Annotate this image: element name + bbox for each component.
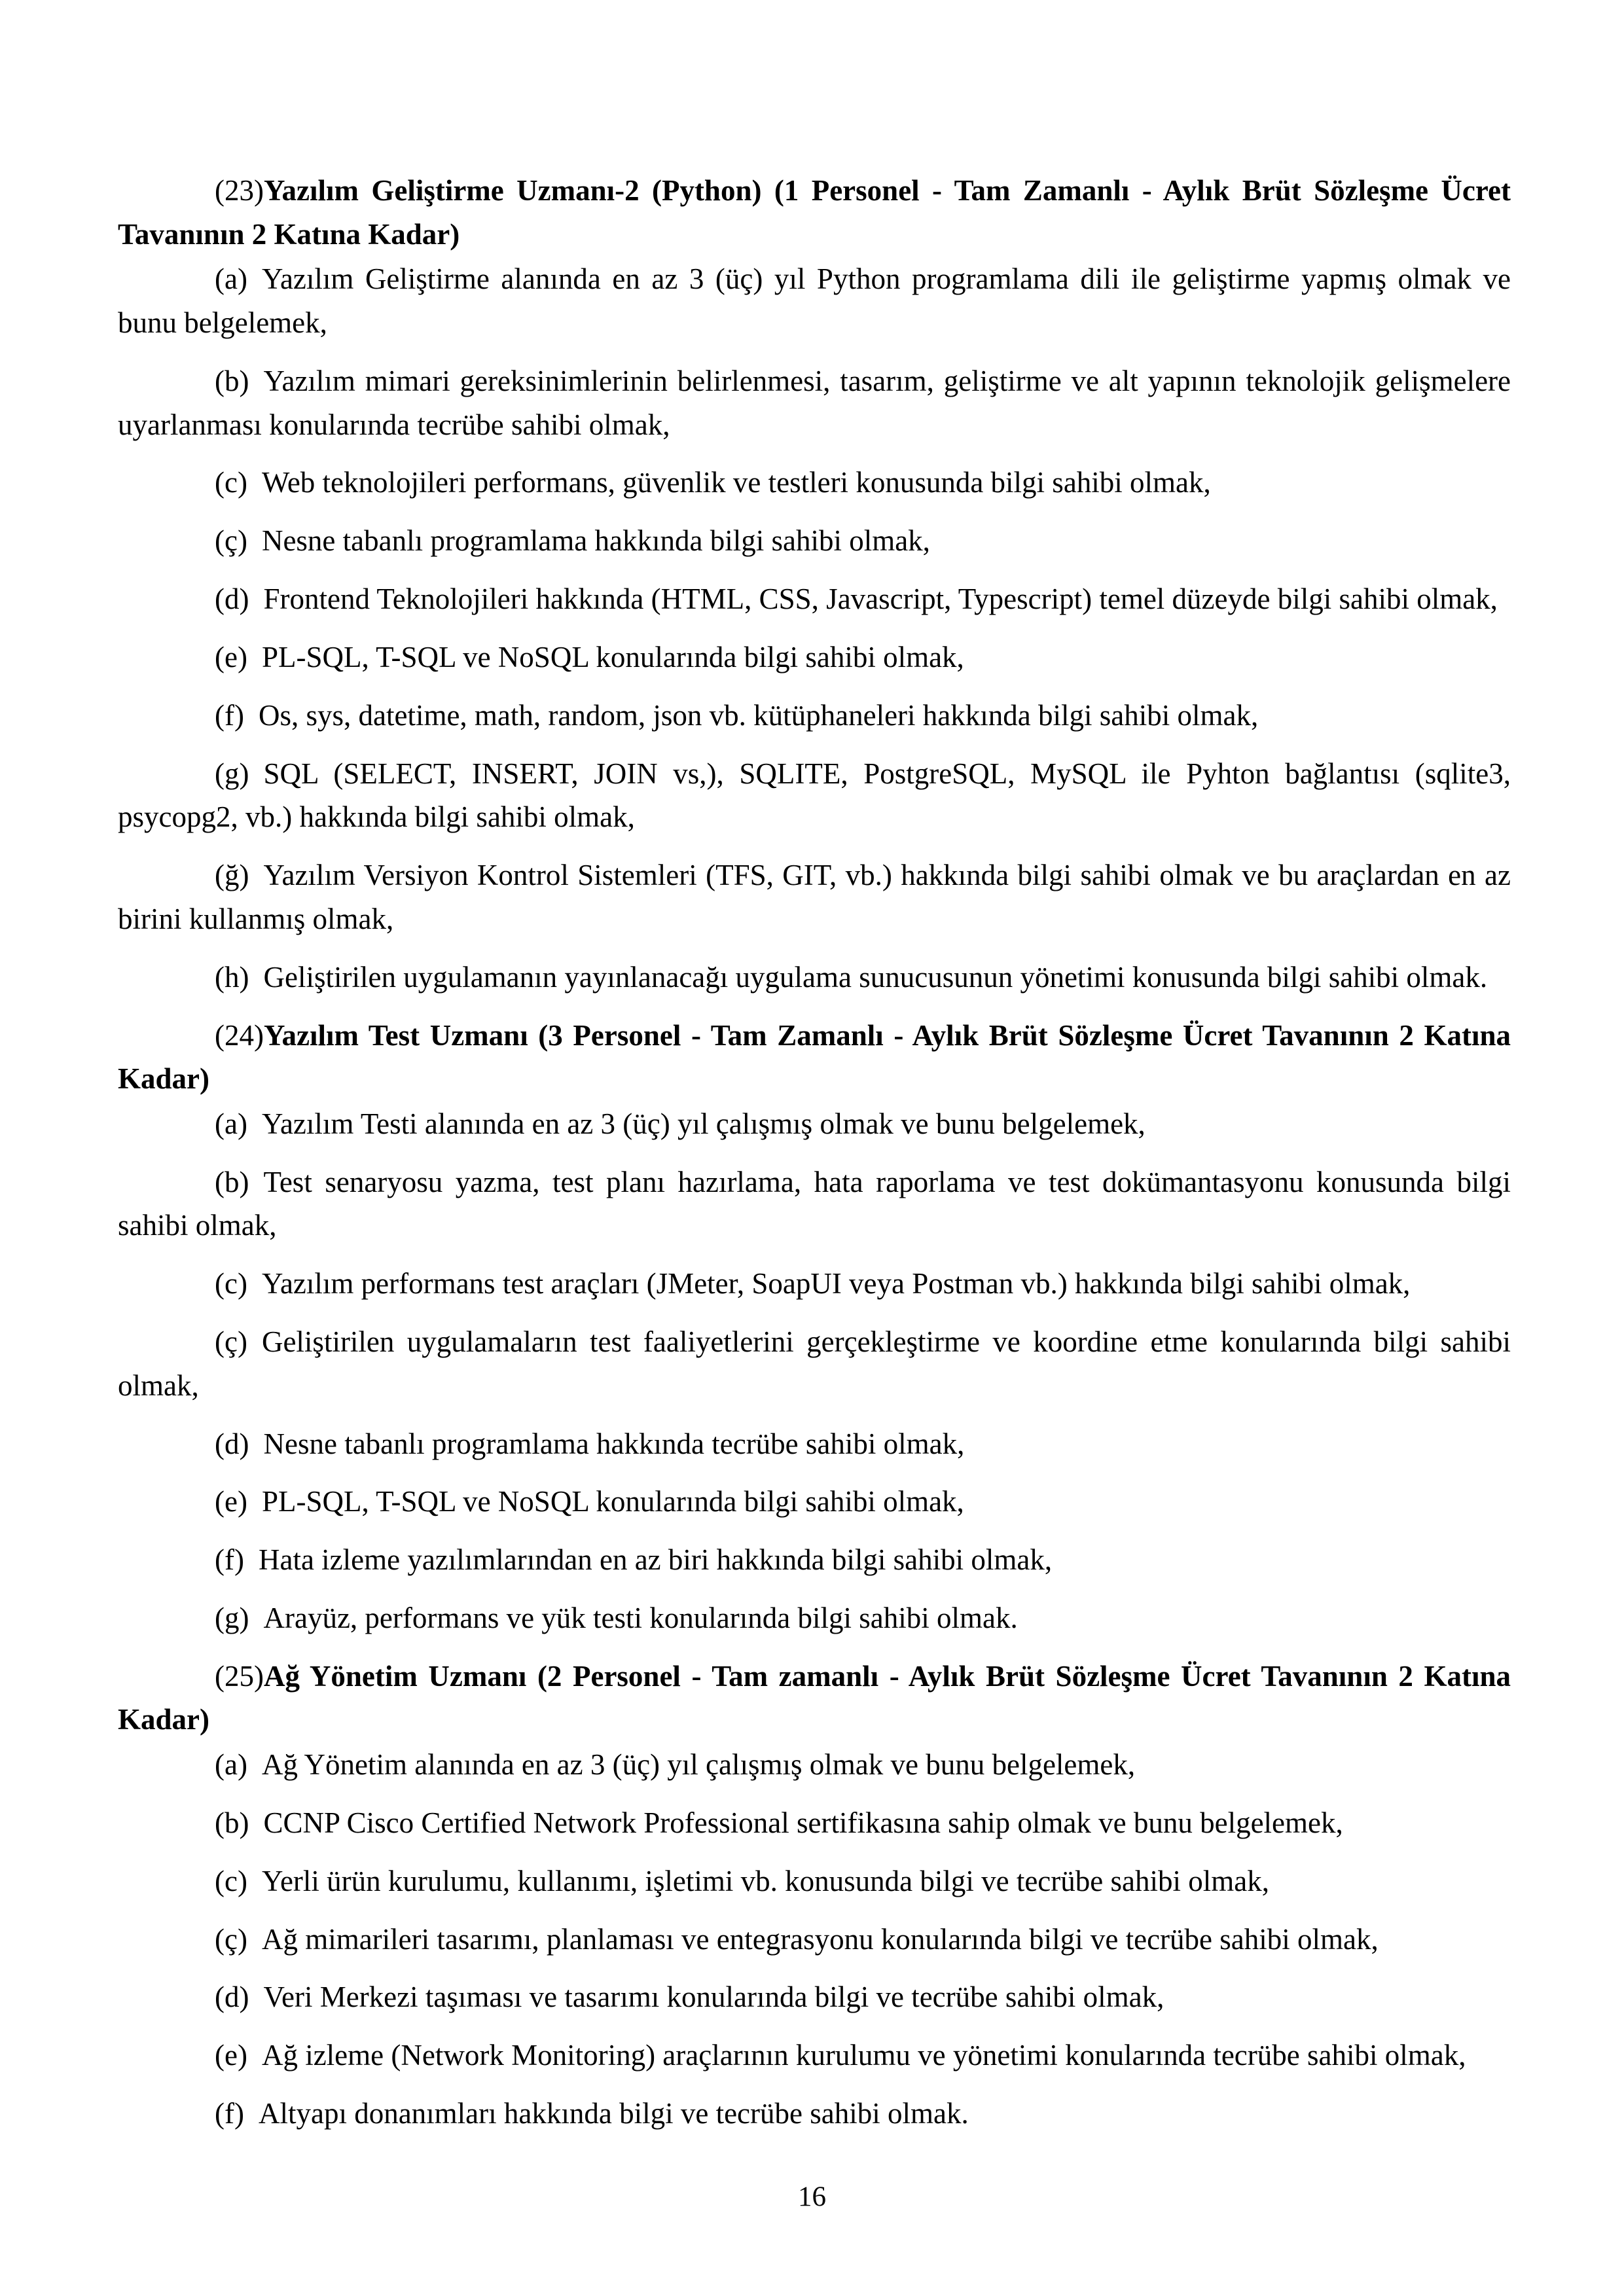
item-marker: (d) (215, 1427, 249, 1460)
item-text: Frontend Teknolojileri hakkında (HTML, CSS, Javascript, Typescript) temel düzeyde bilgi sahibi olmak, (263, 583, 1498, 616)
item-marker: (b) (215, 1806, 249, 1839)
item-marker: (d) (215, 583, 249, 616)
list-item (118, 1262, 1511, 1306)
item-marker: (f) (215, 1543, 244, 1577)
list-item (118, 1596, 1511, 1640)
list-item (118, 956, 1511, 999)
item-marker: (f) (215, 2096, 244, 2130)
item-text: Veri Merkezi taşıması ve tasarımı konularında bilgi ve tecrübe sahibi olmak, (263, 1981, 1164, 2014)
item-marker: (g) (215, 757, 249, 790)
item-marker: (ç) (215, 1325, 247, 1358)
item-marker: (g) (215, 1602, 249, 1635)
item-marker: (b) (215, 364, 249, 397)
list-item (118, 2034, 1511, 2077)
item-text: Yerli ürün kurulumu, kullanımı, işletimi vb. konusunda bilgi ve tecrübe sahibi olmak, (261, 1864, 1269, 1897)
page-number: 16 (798, 2181, 826, 2212)
item-text: Hata izleme yazılımlarından en az biri hakkında bilgi sahibi olmak, (258, 1543, 1053, 1577)
list-item (118, 577, 1511, 621)
item-marker: (a) (215, 1107, 247, 1140)
item-marker: (c) (215, 1267, 247, 1300)
section-title: Ağ Yönetim Uzmanı (2 Personel - Tam zamanlı - Aylık Brüt Sözleşme Ücret Tavanının 2 Katına Kadar) (118, 1659, 1511, 1736)
list-item (118, 1801, 1511, 1845)
item-text: Yazılım mimari gereksinimlerinin belirlenmesi, tasarım, geliştirme ve alt yapının teknolojik gelişmelere uyarlanması konularında tecrübe sahibi olmak, (118, 364, 1511, 441)
item-text: Yazılım performans test araçları (JMeter, SoapUI veya Postman vb.) hakkında bilgi sahibi olmak, (261, 1267, 1411, 1300)
item-marker: (e) (215, 2039, 247, 2072)
list-item (118, 1918, 1511, 1962)
list-item (118, 1743, 1511, 1787)
list-item (118, 359, 1511, 447)
item-marker: (d) (215, 1981, 249, 2014)
list-item (118, 461, 1511, 505)
section-number: (25) (215, 1659, 264, 1693)
list-item (118, 257, 1511, 345)
list-item (118, 636, 1511, 679)
item-text: Ağ izleme (Network Monitoring) araçlarının kurulumu ve yönetimi konularında tecrübe sahibi olmak, (261, 2039, 1466, 2072)
item-marker: (e) (215, 1485, 247, 1518)
item-text: Web teknolojileri performans, güvenlik ve testleri konusunda bilgi sahibi olmak, (261, 466, 1211, 499)
item-marker: (h) (215, 960, 249, 994)
list-item (118, 752, 1511, 840)
item-text: Yazılım Testi alanında en az 3 (üç) yıl çalışmış olmak ve bunu belgelemek, (261, 1107, 1146, 1140)
list-item (118, 1160, 1511, 1248)
list-item (118, 1102, 1511, 1146)
section-title: Yazılım Geliştirme Uzmanı-2 (Python) (1 Personel - Tam Zamanlı - Aylık Brüt Sözleşme Ücret Tavanının 2 Katına Kadar) (118, 174, 1511, 251)
section-heading (118, 169, 1511, 256)
list-item (118, 1320, 1511, 1408)
list-item (118, 2092, 1511, 2136)
page-content (118, 169, 1511, 2150)
item-text: Nesne tabanlı programlama hakkında bilgi sahibi olmak, (261, 524, 930, 558)
list-item (118, 1975, 1511, 2019)
item-marker: (ğ) (215, 859, 249, 892)
item-text: Ağ mimarileri tasarımı, planlaması ve entegrasyonu konularında bilgi ve tecrübe sahibi olmak, (261, 1922, 1379, 1956)
item-text: Geliştirilen uygulamaların test faaliyetlerini gerçekleştirme ve koordine etme konularında bilgi sahibi olmak, (118, 1325, 1511, 1402)
item-marker: (f) (215, 698, 244, 732)
item-text: Altyapı donanımları hakkında bilgi ve tecrübe sahibi olmak. (258, 2096, 969, 2130)
item-marker: (ç) (215, 1922, 247, 1956)
list-item (118, 1480, 1511, 1524)
section-title: Yazılım Test Uzmanı (3 Personel - Tam Zamanlı - Aylık Brüt Sözleşme Ücret Tavanının 2 Katına Kadar) (118, 1018, 1511, 1096)
item-marker: (b) (215, 1165, 249, 1198)
list-item (118, 1538, 1511, 1582)
item-text: Nesne tabanlı programlama hakkında tecrübe sahibi olmak, (263, 1427, 965, 1460)
list-item (118, 519, 1511, 563)
item-marker: (c) (215, 1864, 247, 1897)
item-text: Arayüz, performans ve yük testi konularında bilgi sahibi olmak. (263, 1602, 1018, 1635)
item-text: Yazılım Versiyon Kontrol Sistemleri (TFS, GIT, vb.) hakkında bilgi sahibi olmak ve bu araçlardan en az birini kullanmış olmak, (118, 859, 1511, 935)
item-text: Os, sys, datetime, math, random, json vb. kütüphaneleri hakkında bilgi sahibi olmak, (258, 698, 1259, 732)
item-text: Yazılım Geliştirme alanında en az 3 (üç) yıl Python programlama dili ile geliştirme yapmış olmak ve bunu belgelemek, (118, 262, 1511, 339)
item-text: Test senaryosu yazma, test planı hazırlama, hata raporlama ve test dokümantasyonu konusunda bilgi sahibi olmak, (118, 1165, 1511, 1242)
item-marker: (a) (215, 262, 247, 296)
item-text: PL-SQL, T-SQL ve NoSQL konularında bilgi sahibi olmak, (261, 1485, 964, 1518)
item-text: PL-SQL, T-SQL ve NoSQL konularında bilgi sahibi olmak, (261, 640, 964, 673)
list-item (118, 1422, 1511, 1466)
item-text: CCNP Cisco Certified Network Professional sertifikasına sahip olmak ve bunu belgelemek, (263, 1806, 1343, 1839)
item-marker: (e) (215, 640, 247, 673)
item-text: Geliştirilen uygulamanın yayınlanacağı uygulama sunucusunun yönetimi konusunda bilgi sahibi olmak. (263, 960, 1488, 994)
section-number: (24) (215, 1018, 264, 1052)
section-heading (118, 1014, 1511, 1101)
item-text: SQL (SELECT, INSERT, JOIN vs,), SQLITE, PostgreSQL, MySQL ile Pyhton bağlantısı (sqlite3, psycopg2, vb.) hakkında bilgi sahibi olmak, (118, 757, 1511, 834)
list-item (118, 1859, 1511, 1903)
section-number: (23) (215, 174, 264, 207)
section-heading (118, 1655, 1511, 1742)
list-item (118, 694, 1511, 738)
item-marker: (ç) (215, 524, 247, 558)
item-marker: (c) (215, 466, 247, 499)
item-text: Ağ Yönetim alanında en az 3 (üç) yıl çalışmış olmak ve bunu belgelemek, (261, 1748, 1136, 1782)
list-item (118, 853, 1511, 941)
item-marker: (a) (215, 1748, 247, 1782)
